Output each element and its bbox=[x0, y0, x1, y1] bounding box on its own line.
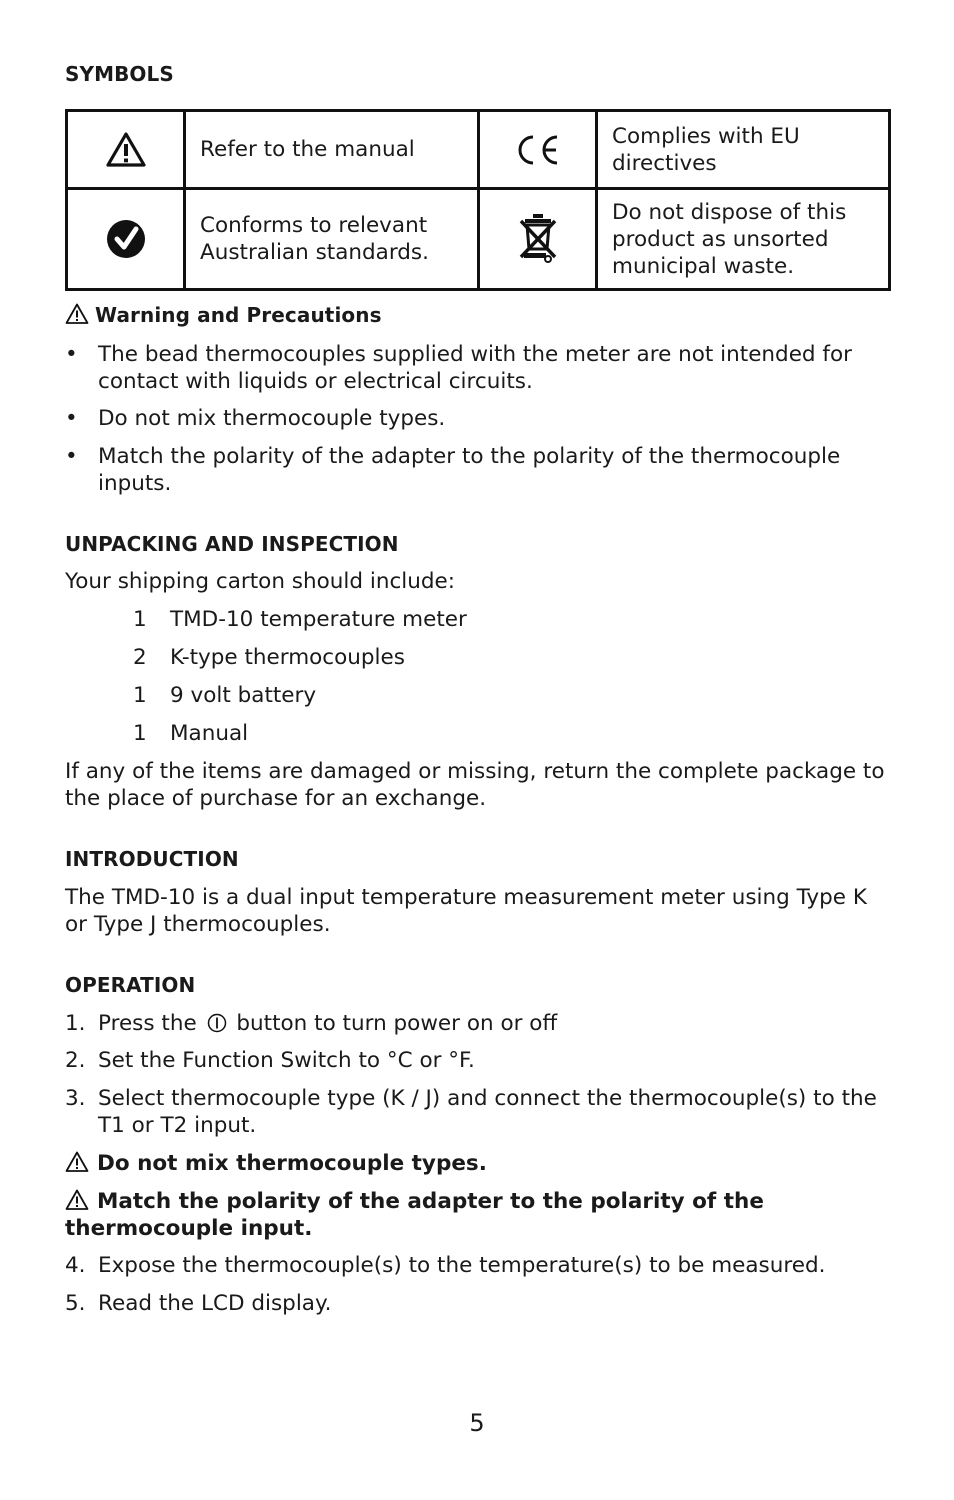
step-text-before: Press the bbox=[98, 1011, 197, 1036]
crossed-bin-icon bbox=[518, 213, 558, 265]
step-number: 4. bbox=[65, 1253, 86, 1278]
introduction-heading: INTRODUCTION bbox=[65, 847, 239, 871]
page-number: 5 bbox=[469, 1409, 485, 1437]
package-item bbox=[133, 644, 405, 671]
symbol-description: Complies with EU directives bbox=[598, 112, 888, 190]
step-text: Read the LCD display. bbox=[98, 1291, 332, 1316]
symbol-cell bbox=[68, 190, 186, 288]
unpacking-intro: Your shipping carton should include: bbox=[65, 569, 455, 594]
list-item-text: The bead thermocouples supplied with the meter are not intended for contact with liquids or electrical circuits. bbox=[98, 342, 852, 394]
package-qty: 1 bbox=[133, 721, 147, 746]
bullet-dot: • bbox=[65, 444, 78, 469]
warning-triangle-icon bbox=[65, 1151, 89, 1173]
step-text: Set the Function Switch to °C or °F. bbox=[98, 1048, 475, 1073]
package-qty: 2 bbox=[133, 645, 147, 670]
unpacking-note: If any of the items are damaged or missing, return the complete package to the place of purchase for an exchange. bbox=[65, 759, 885, 811]
package-name: 9 volt battery bbox=[170, 683, 317, 708]
symbol-cell bbox=[480, 112, 598, 190]
ce-mark-icon bbox=[515, 133, 561, 167]
symbol-cell bbox=[480, 190, 598, 288]
list-item-text: Match the polarity of the adapter to the polarity of the thermocouple inputs. bbox=[98, 444, 841, 496]
list-item-text: Do not mix thermocouple types. bbox=[98, 406, 446, 431]
package-qty: 1 bbox=[133, 683, 147, 708]
operation-warning bbox=[65, 1150, 891, 1177]
bullet-dot: • bbox=[65, 342, 78, 367]
package-item bbox=[133, 606, 467, 633]
step-text-after: button to turn power on or off bbox=[236, 1011, 558, 1036]
power-icon bbox=[207, 1013, 227, 1033]
symbols-table bbox=[65, 109, 891, 291]
warning-triangle-icon bbox=[106, 132, 146, 168]
symbols-heading: SYMBOLS bbox=[65, 62, 174, 86]
symbol-description: Conforms to relevant Australian standards. bbox=[186, 190, 480, 288]
package-item bbox=[133, 720, 248, 747]
step-text: Select thermocouple type (K / J) and connect the thermocouple(s) to the T1 or T2 input. bbox=[98, 1086, 877, 1138]
step-number: 2. bbox=[65, 1048, 86, 1073]
package-name: K-type thermocouples bbox=[170, 645, 405, 670]
package-name: TMD-10 temperature meter bbox=[170, 607, 467, 632]
warning-triangle-icon bbox=[65, 1189, 89, 1211]
bullet-dot: • bbox=[65, 406, 78, 431]
package-qty: 1 bbox=[133, 607, 147, 632]
step-number: 1. bbox=[65, 1011, 86, 1036]
package-name: Manual bbox=[170, 721, 249, 746]
rcm-check-icon bbox=[106, 219, 146, 259]
step-text bbox=[98, 1010, 891, 1037]
unpacking-heading: UNPACKING AND INSPECTION bbox=[65, 532, 399, 556]
operation-warning-text: Do not mix thermocouple types. bbox=[97, 1151, 487, 1176]
warning-triangle-icon bbox=[65, 303, 89, 325]
operation-warning-text: Match the polarity of the adapter to the polarity of the thermocouple input. bbox=[65, 1189, 764, 1241]
step-number: 5. bbox=[65, 1291, 86, 1316]
step-text: Expose the thermocouple(s) to the temperature(s) to be measured. bbox=[98, 1253, 826, 1278]
symbol-description: Do not dispose of this product as unsorted municipal waste. bbox=[612, 199, 847, 279]
step-number: 3. bbox=[65, 1086, 86, 1111]
warnings-heading-text: Warning and Precautions bbox=[95, 303, 382, 327]
operation-heading: OPERATION bbox=[65, 973, 196, 997]
introduction-text: The TMD-10 is a dual input temperature measurement meter using Type K or Type J thermocouples. bbox=[65, 885, 867, 937]
symbol-description: Refer to the manual bbox=[186, 112, 480, 190]
symbol-cell bbox=[68, 112, 186, 190]
package-item bbox=[133, 682, 316, 709]
operation-warning bbox=[65, 1188, 891, 1242]
warnings-heading bbox=[65, 303, 382, 327]
